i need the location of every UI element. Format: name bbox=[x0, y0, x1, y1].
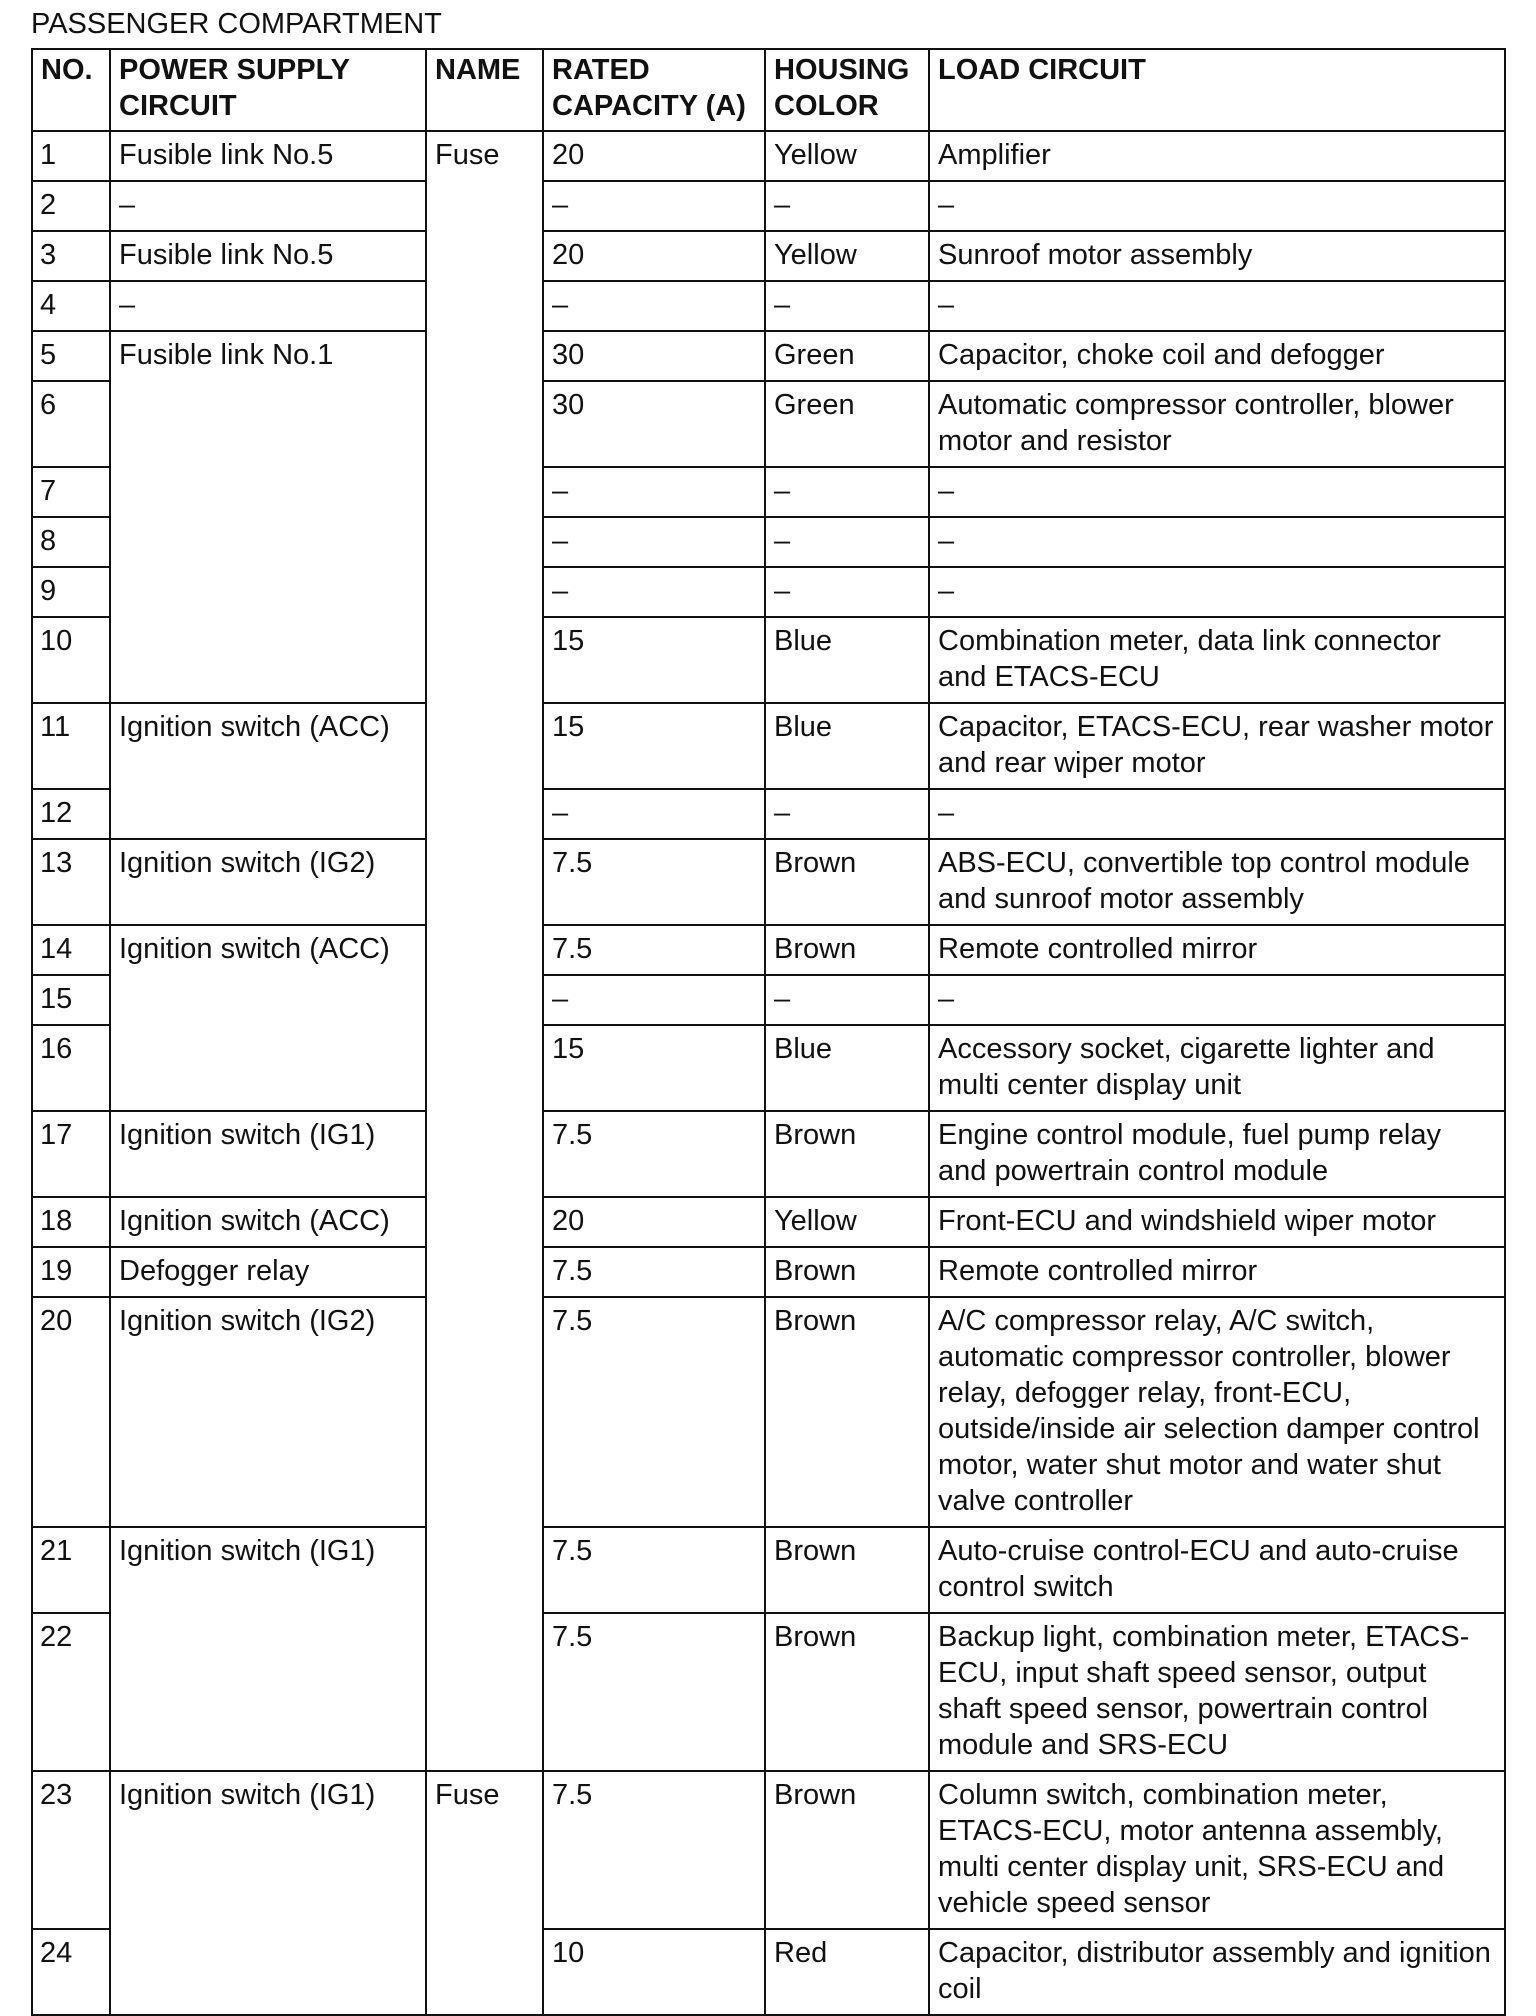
cell-no: 4 bbox=[32, 281, 110, 331]
table-row bbox=[32, 1771, 1505, 1929]
cell-housing-color: – bbox=[765, 517, 929, 567]
cell-no: 16 bbox=[32, 1025, 110, 1111]
cell-load-circuit: – bbox=[929, 975, 1505, 1025]
cell-housing-color: Brown bbox=[765, 1247, 929, 1297]
cell-housing-color: Blue bbox=[765, 617, 929, 703]
cell-no: 1 bbox=[32, 131, 110, 181]
header-housing-color: HOUSING COLOR bbox=[765, 49, 929, 131]
header-power-supply: POWER SUPPLY CIRCUIT bbox=[110, 49, 426, 131]
cell-no: 5 bbox=[32, 331, 110, 381]
cell-housing-color: Green bbox=[765, 381, 929, 467]
cell-housing-color: – bbox=[765, 975, 929, 1025]
cell-no: 21 bbox=[32, 1527, 110, 1613]
header-name: NAME bbox=[426, 49, 543, 131]
cell-no: 24 bbox=[32, 1929, 110, 2015]
cell-power-supply: – bbox=[110, 281, 426, 331]
cell-no: 7 bbox=[32, 467, 110, 517]
cell-housing-color: – bbox=[765, 281, 929, 331]
table-row bbox=[32, 1527, 1505, 1613]
cell-housing-color: Brown bbox=[765, 1771, 929, 1929]
header-load-circuit: LOAD CIRCUIT bbox=[929, 49, 1505, 131]
cell-load-circuit: Auto-cruise control-ECU and auto-cruise control switch bbox=[929, 1527, 1505, 1613]
cell-no: 19 bbox=[32, 1247, 110, 1297]
cell-rated-capacity: – bbox=[543, 975, 765, 1025]
cell-load-circuit: – bbox=[929, 181, 1505, 231]
table-caption: PASSENGER COMPARTMENT bbox=[31, 8, 442, 40]
cell-housing-color: Brown bbox=[765, 1297, 929, 1527]
cell-no: 18 bbox=[32, 1197, 110, 1247]
table-row bbox=[32, 181, 1505, 231]
cell-no: 17 bbox=[32, 1111, 110, 1197]
cell-load-circuit: Automatic compressor controller, blower motor and resistor bbox=[929, 381, 1505, 467]
cell-rated-capacity: 7.5 bbox=[543, 1111, 765, 1197]
cell-no: 2 bbox=[32, 181, 110, 231]
table-row bbox=[32, 703, 1505, 789]
fuse-table bbox=[31, 48, 1506, 2016]
cell-load-circuit: Capacitor, ETACS-ECU, rear washer motor and rear wiper motor bbox=[929, 703, 1505, 789]
cell-load-circuit: – bbox=[929, 789, 1505, 839]
cell-power-supply: Ignition switch (ACC) bbox=[110, 703, 426, 839]
cell-load-circuit: ABS-ECU, convertible top control module and sunroof motor assembly bbox=[929, 839, 1505, 925]
cell-rated-capacity: 30 bbox=[543, 331, 765, 381]
header-no: NO. bbox=[32, 49, 110, 131]
cell-name: Fuse bbox=[426, 131, 543, 1771]
cell-rated-capacity: – bbox=[543, 281, 765, 331]
cell-load-circuit: – bbox=[929, 281, 1505, 331]
cell-power-supply: Ignition switch (IG2) bbox=[110, 1297, 426, 1527]
cell-power-supply: Ignition switch (IG1) bbox=[110, 1111, 426, 1197]
cell-housing-color: Green bbox=[765, 331, 929, 381]
cell-rated-capacity: 7.5 bbox=[543, 1247, 765, 1297]
cell-load-circuit: Front-ECU and windshield wiper motor bbox=[929, 1197, 1505, 1247]
cell-no: 11 bbox=[32, 703, 110, 789]
cell-housing-color: Brown bbox=[765, 925, 929, 975]
cell-rated-capacity: – bbox=[543, 789, 765, 839]
cell-load-circuit: Sunroof motor assembly bbox=[929, 231, 1505, 281]
cell-rated-capacity: 30 bbox=[543, 381, 765, 467]
cell-no: 15 bbox=[32, 975, 110, 1025]
cell-power-supply: Fusible link No.5 bbox=[110, 231, 426, 281]
cell-rated-capacity: 7.5 bbox=[543, 1527, 765, 1613]
cell-load-circuit: Combination meter, data link connector and ETACS-ECU bbox=[929, 617, 1505, 703]
cell-rated-capacity: – bbox=[543, 467, 765, 517]
cell-power-supply: Ignition switch (ACC) bbox=[110, 1197, 426, 1247]
cell-housing-color: – bbox=[765, 181, 929, 231]
cell-rated-capacity: 20 bbox=[543, 1197, 765, 1247]
cell-housing-color: Yellow bbox=[765, 231, 929, 281]
cell-load-circuit: Engine control module, fuel pump relay and powertrain control module bbox=[929, 1111, 1505, 1197]
cell-housing-color: – bbox=[765, 789, 929, 839]
table-row bbox=[32, 925, 1505, 975]
table-row bbox=[32, 231, 1505, 281]
cell-load-circuit: – bbox=[929, 467, 1505, 517]
cell-load-circuit: Column switch, combination meter, ETACS-ECU, motor antenna assembly, multi center display unit, SRS-ECU and vehicle speed sensor bbox=[929, 1771, 1505, 1929]
cell-load-circuit: Remote controlled mirror bbox=[929, 1247, 1505, 1297]
cell-load-circuit: Amplifier bbox=[929, 131, 1505, 181]
cell-rated-capacity: 20 bbox=[543, 131, 765, 181]
header-rated-capacity: RATED CAPACITY (A) bbox=[543, 49, 765, 131]
cell-power-supply: Ignition switch (IG2) bbox=[110, 839, 426, 925]
cell-load-circuit: A/C compressor relay, A/C switch, automatic compressor controller, blower relay, defogger relay, front-ECU, outside/inside air selection damper control motor, water shut motor and water shut valve controller bbox=[929, 1297, 1505, 1527]
cell-power-supply: Ignition switch (ACC) bbox=[110, 925, 426, 1111]
cell-power-supply: Ignition switch (IG1) bbox=[110, 1771, 426, 2015]
cell-no: 13 bbox=[32, 839, 110, 925]
cell-rated-capacity: 15 bbox=[543, 1025, 765, 1111]
cell-rated-capacity: 7.5 bbox=[543, 839, 765, 925]
cell-housing-color: Brown bbox=[765, 1111, 929, 1197]
table-row bbox=[32, 331, 1505, 381]
cell-load-circuit: Accessory socket, cigarette lighter and multi center display unit bbox=[929, 1025, 1505, 1111]
cell-no: 6 bbox=[32, 381, 110, 467]
cell-power-supply: Defogger relay bbox=[110, 1247, 426, 1297]
cell-no: 3 bbox=[32, 231, 110, 281]
cell-no: 23 bbox=[32, 1771, 110, 1929]
cell-rated-capacity: 7.5 bbox=[543, 925, 765, 975]
cell-rated-capacity: 15 bbox=[543, 703, 765, 789]
cell-load-circuit: – bbox=[929, 567, 1505, 617]
cell-power-supply: Ignition switch (IG1) bbox=[110, 1527, 426, 1771]
cell-rated-capacity: – bbox=[543, 181, 765, 231]
cell-rated-capacity: 7.5 bbox=[543, 1613, 765, 1771]
table-row bbox=[32, 1111, 1505, 1197]
cell-housing-color: Blue bbox=[765, 703, 929, 789]
cell-name: Fuse bbox=[426, 1771, 543, 2015]
cell-rated-capacity: 7.5 bbox=[543, 1297, 765, 1527]
header-row bbox=[32, 49, 1505, 131]
cell-no: 12 bbox=[32, 789, 110, 839]
cell-load-circuit: Backup light, combination meter, ETACS-ECU, input shaft speed sensor, output shaft speed sensor, powertrain control module and SRS-ECU bbox=[929, 1613, 1505, 1771]
cell-power-supply: – bbox=[110, 181, 426, 231]
table-row bbox=[32, 1247, 1505, 1297]
cell-rated-capacity: 15 bbox=[543, 617, 765, 703]
cell-no: 9 bbox=[32, 567, 110, 617]
cell-housing-color: – bbox=[765, 567, 929, 617]
cell-power-supply: Fusible link No.5 bbox=[110, 131, 426, 181]
table-row bbox=[32, 1297, 1505, 1527]
cell-rated-capacity: – bbox=[543, 567, 765, 617]
cell-load-circuit: Capacitor, distributor assembly and ignition coil bbox=[929, 1929, 1505, 2015]
cell-rated-capacity: – bbox=[543, 517, 765, 567]
cell-load-circuit: – bbox=[929, 517, 1505, 567]
cell-rated-capacity: 10 bbox=[543, 1929, 765, 2015]
cell-housing-color: – bbox=[765, 467, 929, 517]
table-row bbox=[32, 281, 1505, 331]
cell-no: 10 bbox=[32, 617, 110, 703]
cell-no: 20 bbox=[32, 1297, 110, 1527]
cell-housing-color: Yellow bbox=[765, 1197, 929, 1247]
table-row bbox=[32, 839, 1505, 925]
cell-rated-capacity: 20 bbox=[543, 231, 765, 281]
cell-rated-capacity: 7.5 bbox=[543, 1771, 765, 1929]
cell-no: 8 bbox=[32, 517, 110, 567]
table-row bbox=[32, 1197, 1505, 1247]
cell-housing-color: Brown bbox=[765, 1527, 929, 1613]
cell-housing-color: Red bbox=[765, 1929, 929, 2015]
cell-housing-color: Brown bbox=[765, 1613, 929, 1771]
table-row bbox=[32, 131, 1505, 181]
cell-housing-color: Yellow bbox=[765, 131, 929, 181]
cell-no: 14 bbox=[32, 925, 110, 975]
cell-power-supply: Fusible link No.1 bbox=[110, 331, 426, 703]
cell-load-circuit: Remote controlled mirror bbox=[929, 925, 1505, 975]
cell-no: 22 bbox=[32, 1613, 110, 1771]
cell-housing-color: Blue bbox=[765, 1025, 929, 1111]
cell-housing-color: Brown bbox=[765, 839, 929, 925]
cell-load-circuit: Capacitor, choke coil and defogger bbox=[929, 331, 1505, 381]
